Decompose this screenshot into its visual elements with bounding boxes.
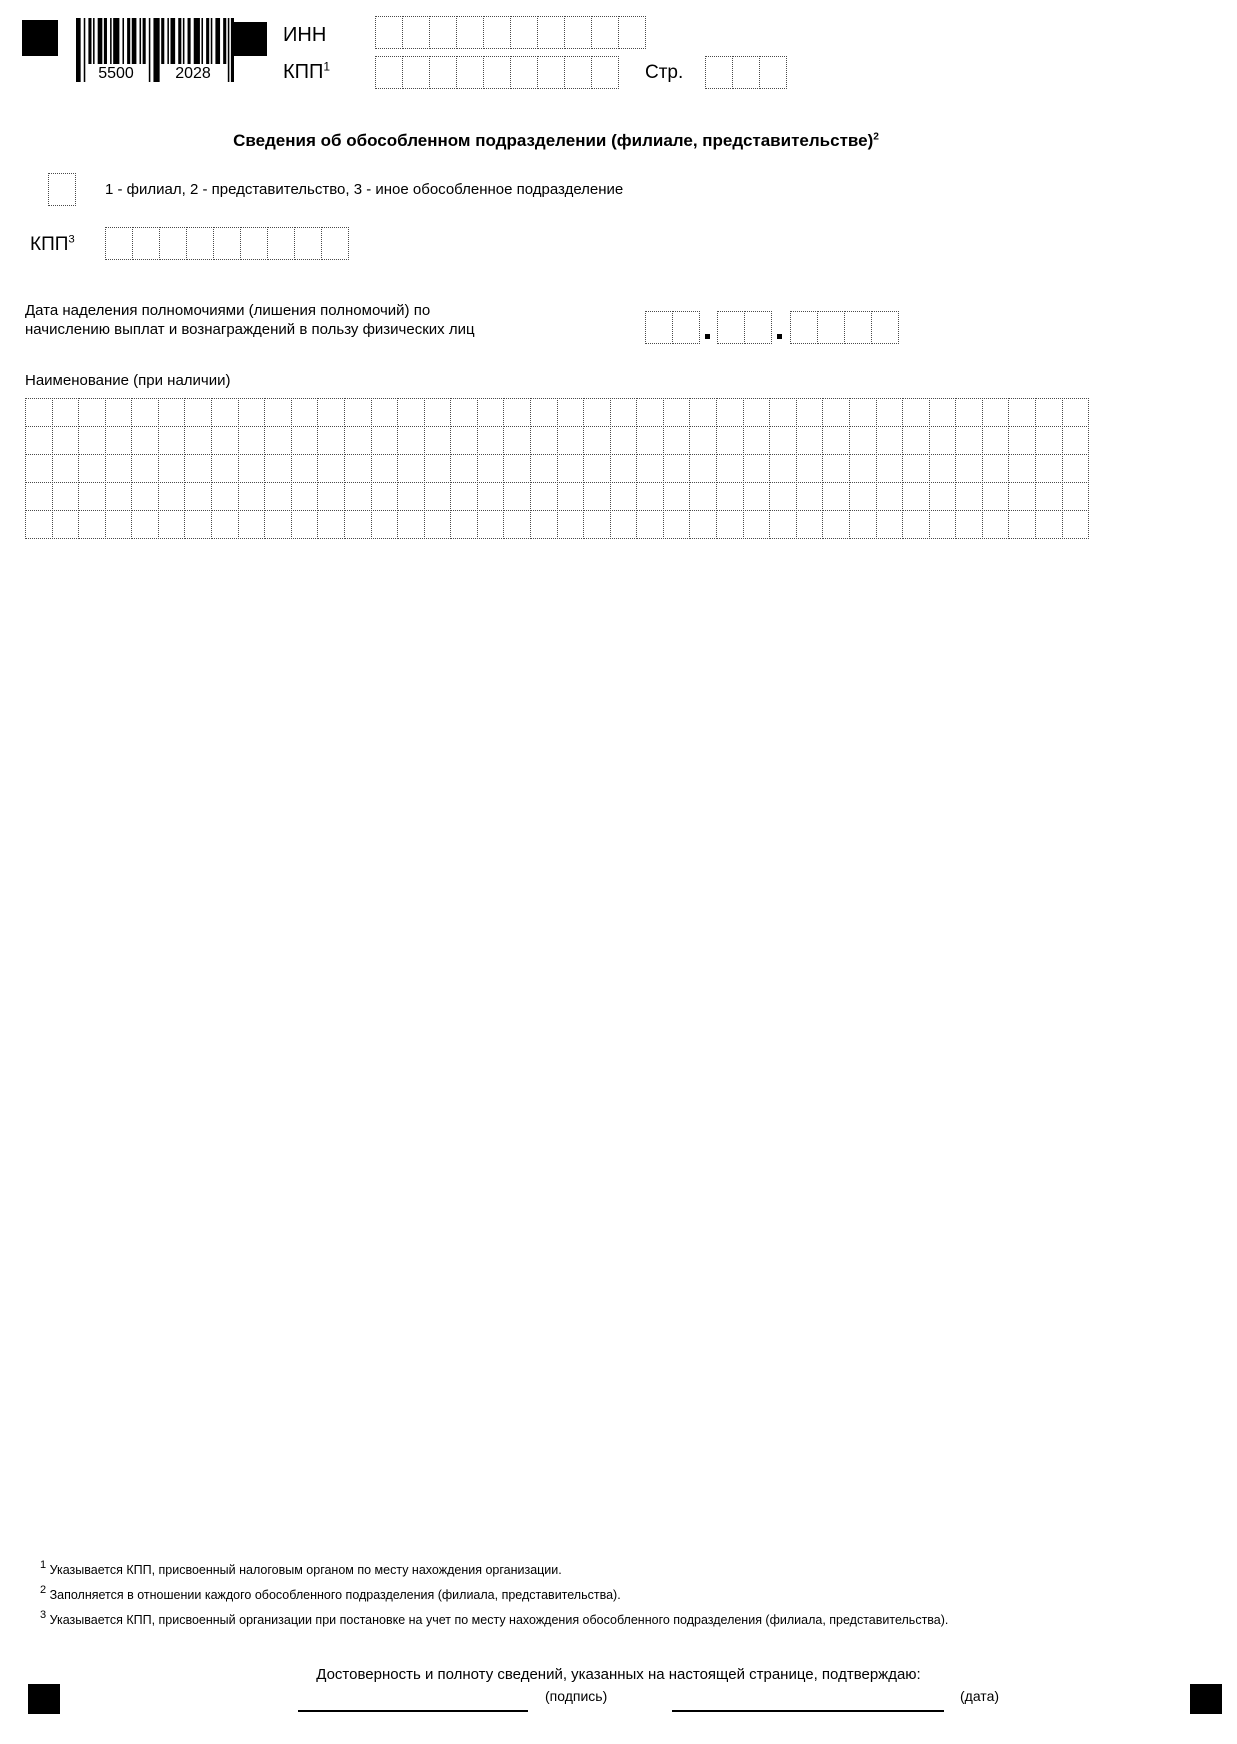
registration-mark-top-left bbox=[22, 20, 58, 56]
input-cell[interactable] bbox=[636, 454, 664, 483]
date-separator-dot bbox=[777, 334, 782, 339]
input-cell[interactable] bbox=[822, 398, 850, 427]
input-cell[interactable] bbox=[955, 398, 983, 427]
input-cell[interactable] bbox=[743, 454, 771, 483]
input-cell[interactable] bbox=[689, 510, 717, 539]
input-cell[interactable] bbox=[211, 482, 239, 511]
input-cell[interactable] bbox=[1062, 454, 1090, 483]
form-title: Сведения об обособленном подразделении (филиале, представительстве)$^2$ bbox=[233, 131, 879, 150]
input-cell[interactable] bbox=[796, 398, 824, 427]
input-cell[interactable] bbox=[557, 454, 585, 483]
input-cell[interactable] bbox=[264, 482, 292, 511]
input-cell[interactable] bbox=[716, 482, 744, 511]
footnote bbox=[40, 1584, 621, 1602]
input-cell[interactable] bbox=[591, 56, 619, 89]
inn-cells[interactable] bbox=[375, 16, 646, 49]
subdivision-type-cell[interactable] bbox=[48, 173, 76, 206]
input-cell[interactable] bbox=[876, 454, 904, 483]
input-cell[interactable] bbox=[291, 426, 319, 455]
input-cell[interactable] bbox=[291, 398, 319, 427]
name-grid-row[interactable] bbox=[25, 426, 1089, 455]
input-cell[interactable] bbox=[131, 510, 159, 539]
input-cell[interactable] bbox=[184, 398, 212, 427]
input-cell[interactable] bbox=[822, 482, 850, 511]
input-cell[interactable] bbox=[530, 426, 558, 455]
registration-mark-bottom-right bbox=[1190, 1684, 1222, 1714]
input-cell[interactable] bbox=[483, 56, 511, 89]
input-cell[interactable] bbox=[636, 482, 664, 511]
input-cell[interactable] bbox=[636, 510, 664, 539]
input-cell[interactable] bbox=[25, 426, 53, 455]
input-cell[interactable] bbox=[159, 227, 187, 260]
input-cell[interactable] bbox=[716, 454, 744, 483]
input-cell[interactable] bbox=[849, 510, 877, 539]
date-separator-dot bbox=[705, 334, 710, 339]
input-cell[interactable] bbox=[902, 510, 930, 539]
input-cell[interactable] bbox=[238, 510, 266, 539]
input-cell[interactable] bbox=[450, 510, 478, 539]
input-cell[interactable] bbox=[213, 227, 241, 260]
input-cell[interactable] bbox=[321, 227, 349, 260]
input-cell[interactable] bbox=[537, 56, 565, 89]
title-footnote-ref: 2 bbox=[873, 131, 879, 143]
input-cell[interactable] bbox=[902, 398, 930, 427]
input-cell[interactable] bbox=[817, 311, 845, 344]
registration-mark-bottom-left bbox=[28, 1684, 60, 1714]
input-cell[interactable] bbox=[105, 426, 133, 455]
input-cell[interactable] bbox=[743, 398, 771, 427]
input-cell[interactable] bbox=[876, 482, 904, 511]
input-cell[interactable] bbox=[982, 482, 1010, 511]
footnote-number: 2 bbox=[40, 1584, 47, 1596]
input-cell[interactable] bbox=[902, 454, 930, 483]
input-cell[interactable] bbox=[929, 454, 957, 483]
input-cell[interactable] bbox=[131, 482, 159, 511]
name-grid bbox=[25, 398, 1089, 539]
input-cell[interactable] bbox=[743, 482, 771, 511]
input-cell[interactable] bbox=[291, 510, 319, 539]
input-cell[interactable] bbox=[503, 482, 531, 511]
input-cell[interactable] bbox=[982, 454, 1010, 483]
input-cell[interactable] bbox=[424, 510, 452, 539]
form-barcode bbox=[76, 18, 234, 84]
input-cell[interactable] bbox=[822, 454, 850, 483]
input-cell[interactable] bbox=[744, 311, 772, 344]
input-cell[interactable] bbox=[503, 426, 531, 455]
input-cell[interactable] bbox=[25, 510, 53, 539]
input-cell[interactable] bbox=[78, 510, 106, 539]
input-cell[interactable] bbox=[769, 482, 797, 511]
input-cell[interactable] bbox=[25, 482, 53, 511]
input-cell[interactable] bbox=[317, 454, 345, 483]
input-cell[interactable] bbox=[450, 426, 478, 455]
input-cell[interactable] bbox=[52, 426, 80, 455]
input-cell[interactable] bbox=[955, 454, 983, 483]
input-cell[interactable] bbox=[876, 426, 904, 455]
input-cell[interactable] bbox=[955, 482, 983, 511]
input-cell[interactable] bbox=[705, 56, 733, 89]
input-cell[interactable] bbox=[52, 398, 80, 427]
authority-date-label-line1: Дата наделения полномочиями (лишения полномочий) по bbox=[25, 302, 431, 319]
input-cell[interactable] bbox=[264, 454, 292, 483]
input-cell[interactable] bbox=[844, 311, 872, 344]
input-cell[interactable] bbox=[477, 398, 505, 427]
name-grid-row[interactable] bbox=[25, 454, 1089, 483]
input-cell[interactable] bbox=[759, 56, 787, 89]
input-cell[interactable] bbox=[211, 426, 239, 455]
input-cell[interactable] bbox=[78, 426, 106, 455]
input-cell[interactable] bbox=[105, 398, 133, 427]
input-cell[interactable] bbox=[456, 16, 484, 49]
input-cell[interactable] bbox=[716, 426, 744, 455]
input-cell[interactable] bbox=[397, 482, 425, 511]
input-cell[interactable] bbox=[397, 398, 425, 427]
input-cell[interactable] bbox=[477, 510, 505, 539]
input-cell[interactable] bbox=[429, 16, 457, 49]
input-cell[interactable] bbox=[610, 510, 638, 539]
input-cell[interactable] bbox=[689, 398, 717, 427]
date-day-cells[interactable] bbox=[645, 311, 700, 344]
footnote-number: 1 bbox=[40, 1559, 47, 1571]
input-cell[interactable] bbox=[530, 510, 558, 539]
input-cell[interactable] bbox=[689, 454, 717, 483]
input-cell[interactable] bbox=[158, 510, 186, 539]
input-cell[interactable] bbox=[317, 426, 345, 455]
input-cell[interactable] bbox=[583, 398, 611, 427]
input-cell[interactable] bbox=[849, 398, 877, 427]
input-cell[interactable] bbox=[929, 398, 957, 427]
input-cell[interactable] bbox=[25, 398, 53, 427]
input-cell[interactable] bbox=[317, 398, 345, 427]
name-label: Наименование (при наличии) bbox=[25, 372, 231, 389]
kpp1-cells[interactable] bbox=[375, 56, 619, 89]
input-cell[interactable] bbox=[636, 398, 664, 427]
input-cell[interactable] bbox=[184, 510, 212, 539]
kpp3-cells[interactable] bbox=[105, 227, 349, 260]
input-cell[interactable] bbox=[131, 426, 159, 455]
input-cell[interactable] bbox=[982, 426, 1010, 455]
input-cell[interactable] bbox=[557, 482, 585, 511]
name-grid-row[interactable] bbox=[25, 398, 1089, 427]
input-cell[interactable] bbox=[732, 56, 760, 89]
input-cell[interactable] bbox=[645, 311, 673, 344]
input-cell[interactable] bbox=[371, 510, 399, 539]
input-cell[interactable] bbox=[510, 16, 538, 49]
input-cell[interactable] bbox=[48, 173, 76, 206]
input-cell[interactable] bbox=[822, 426, 850, 455]
input-cell[interactable] bbox=[663, 510, 691, 539]
input-cell[interactable] bbox=[158, 426, 186, 455]
input-cell[interactable] bbox=[184, 426, 212, 455]
input-cell[interactable] bbox=[344, 482, 372, 511]
input-cell[interactable] bbox=[424, 398, 452, 427]
input-cell[interactable] bbox=[78, 454, 106, 483]
input-cell[interactable] bbox=[132, 227, 160, 260]
barcode-number-right: 2028 bbox=[156, 64, 230, 84]
date-year-cells[interactable] bbox=[790, 311, 899, 344]
input-cell[interactable] bbox=[769, 398, 797, 427]
input-cell[interactable] bbox=[477, 454, 505, 483]
input-cell[interactable] bbox=[1035, 398, 1063, 427]
input-cell[interactable] bbox=[530, 454, 558, 483]
input-cell[interactable] bbox=[610, 482, 638, 511]
input-cell[interactable] bbox=[294, 227, 322, 260]
input-cell[interactable] bbox=[1062, 426, 1090, 455]
input-cell[interactable] bbox=[264, 398, 292, 427]
input-cell[interactable] bbox=[796, 482, 824, 511]
input-cell[interactable] bbox=[477, 426, 505, 455]
input-cell[interactable] bbox=[450, 398, 478, 427]
input-cell[interactable] bbox=[371, 482, 399, 511]
input-cell[interactable] bbox=[158, 482, 186, 511]
input-cell[interactable] bbox=[822, 510, 850, 539]
input-cell[interactable] bbox=[105, 227, 133, 260]
input-cell[interactable] bbox=[78, 482, 106, 511]
input-cell[interactable] bbox=[477, 482, 505, 511]
date-month-cells[interactable] bbox=[717, 311, 772, 344]
input-cell[interactable] bbox=[796, 510, 824, 539]
input-cell[interactable] bbox=[344, 510, 372, 539]
input-cell[interactable] bbox=[902, 426, 930, 455]
input-cell[interactable] bbox=[402, 16, 430, 49]
input-cell[interactable] bbox=[424, 426, 452, 455]
input-cell[interactable] bbox=[25, 454, 53, 483]
input-cell[interactable] bbox=[131, 454, 159, 483]
input-cell[interactable] bbox=[537, 16, 565, 49]
input-cell[interactable] bbox=[902, 482, 930, 511]
input-cell[interactable] bbox=[240, 227, 268, 260]
input-cell[interactable] bbox=[636, 426, 664, 455]
input-cell[interactable] bbox=[211, 454, 239, 483]
input-cell[interactable] bbox=[78, 398, 106, 427]
input-cell[interactable] bbox=[716, 510, 744, 539]
footnote-text: Заполняется в отношении каждого обособленного подразделения (филиала, представительства). bbox=[49, 1588, 621, 1602]
input-cell[interactable] bbox=[424, 482, 452, 511]
kpp3-footnote-ref: 3 bbox=[68, 233, 75, 246]
input-cell[interactable] bbox=[317, 482, 345, 511]
input-cell[interactable] bbox=[1008, 482, 1036, 511]
footnote bbox=[40, 1559, 562, 1577]
footnote-text: Указывается КПП, присвоенный налоговым органом по месту нахождения организации. bbox=[49, 1563, 562, 1577]
input-cell[interactable] bbox=[1035, 454, 1063, 483]
input-cell[interactable] bbox=[424, 454, 452, 483]
input-cell[interactable] bbox=[796, 454, 824, 483]
input-cell[interactable] bbox=[689, 482, 717, 511]
subdivision-type-legend: 1 - филиал, 2 - представительство, 3 - иное обособленное подразделение bbox=[105, 181, 624, 198]
kpp1-footnote-ref: 1 bbox=[323, 59, 331, 74]
footnote-text: Указывается КПП, присвоенный организации при постановке на учет по месту нахождения обособленного подразделения (филиала, представительства). bbox=[49, 1613, 949, 1627]
input-cell[interactable] bbox=[264, 426, 292, 455]
input-cell[interactable] bbox=[371, 426, 399, 455]
input-cell[interactable] bbox=[743, 510, 771, 539]
input-cell[interactable] bbox=[557, 510, 585, 539]
input-cell[interactable] bbox=[557, 426, 585, 455]
input-cell[interactable] bbox=[610, 398, 638, 427]
input-cell[interactable] bbox=[610, 426, 638, 455]
input-cell[interactable] bbox=[1008, 454, 1036, 483]
input-cell[interactable] bbox=[105, 482, 133, 511]
input-cell[interactable] bbox=[52, 454, 80, 483]
input-cell[interactable] bbox=[876, 398, 904, 427]
kpp1-label: КПП$^1$ bbox=[283, 59, 331, 83]
input-cell[interactable] bbox=[769, 510, 797, 539]
input-cell[interactable] bbox=[769, 454, 797, 483]
input-cell[interactable] bbox=[375, 56, 403, 89]
input-cell[interactable] bbox=[849, 482, 877, 511]
input-cell[interactable] bbox=[510, 56, 538, 89]
input-cell[interactable] bbox=[291, 482, 319, 511]
input-cell[interactable] bbox=[1062, 482, 1090, 511]
input-cell[interactable] bbox=[344, 454, 372, 483]
input-cell[interactable] bbox=[955, 426, 983, 455]
footnote-number: 3 bbox=[40, 1609, 47, 1621]
input-cell[interactable] bbox=[238, 426, 266, 455]
input-cell[interactable] bbox=[591, 16, 619, 49]
input-cell[interactable] bbox=[1008, 510, 1036, 539]
input-cell[interactable] bbox=[717, 311, 745, 344]
input-cell[interactable] bbox=[184, 482, 212, 511]
input-cell[interactable] bbox=[456, 56, 484, 89]
input-cell[interactable] bbox=[982, 510, 1010, 539]
input-cell[interactable] bbox=[929, 510, 957, 539]
input-cell[interactable] bbox=[876, 510, 904, 539]
input-cell[interactable] bbox=[849, 426, 877, 455]
input-cell[interactable] bbox=[238, 482, 266, 511]
input-cell[interactable] bbox=[158, 454, 186, 483]
inn-label: ИНН bbox=[283, 24, 327, 46]
input-cell[interactable] bbox=[503, 398, 531, 427]
date-label: (дата) bbox=[960, 1688, 1000, 1704]
input-cell[interactable] bbox=[583, 510, 611, 539]
input-cell[interactable] bbox=[557, 398, 585, 427]
input-cell[interactable] bbox=[982, 398, 1010, 427]
input-cell[interactable] bbox=[375, 16, 403, 49]
input-cell[interactable] bbox=[238, 454, 266, 483]
input-cell[interactable] bbox=[583, 426, 611, 455]
authority-date-label-line2: начислению выплат и вознаграждений в пользу физических лиц bbox=[25, 321, 475, 338]
input-cell[interactable] bbox=[663, 426, 691, 455]
input-cell[interactable] bbox=[450, 454, 478, 483]
input-cell[interactable] bbox=[716, 398, 744, 427]
input-cell[interactable] bbox=[371, 454, 399, 483]
name-grid-row[interactable] bbox=[25, 482, 1089, 511]
input-cell[interactable] bbox=[186, 227, 214, 260]
input-cell[interactable] bbox=[397, 510, 425, 539]
input-cell[interactable] bbox=[317, 510, 345, 539]
date-line[interactable] bbox=[672, 1710, 944, 1712]
input-cell[interactable] bbox=[211, 398, 239, 427]
input-cell[interactable] bbox=[429, 56, 457, 89]
input-cell[interactable] bbox=[1008, 398, 1036, 427]
input-cell[interactable] bbox=[344, 398, 372, 427]
input-cell[interactable] bbox=[238, 398, 266, 427]
input-cell[interactable] bbox=[1035, 482, 1063, 511]
input-cell[interactable] bbox=[955, 510, 983, 539]
input-cell[interactable] bbox=[291, 454, 319, 483]
input-cell[interactable] bbox=[796, 426, 824, 455]
input-cell[interactable] bbox=[52, 510, 80, 539]
input-cell[interactable] bbox=[929, 482, 957, 511]
input-cell[interactable] bbox=[1035, 426, 1063, 455]
input-cell[interactable] bbox=[264, 510, 292, 539]
input-cell[interactable] bbox=[158, 398, 186, 427]
barcode-number-left: 5500 bbox=[80, 64, 152, 84]
input-cell[interactable] bbox=[402, 56, 430, 89]
signature-label: (подпись) bbox=[545, 1688, 608, 1704]
input-cell[interactable] bbox=[450, 482, 478, 511]
input-cell[interactable] bbox=[105, 510, 133, 539]
input-cell[interactable] bbox=[211, 510, 239, 539]
input-cell[interactable] bbox=[564, 56, 592, 89]
input-cell[interactable] bbox=[397, 454, 425, 483]
input-cell[interactable] bbox=[929, 426, 957, 455]
input-cell[interactable] bbox=[1062, 398, 1090, 427]
input-cell[interactable] bbox=[1008, 426, 1036, 455]
input-cell[interactable] bbox=[849, 454, 877, 483]
input-cell[interactable] bbox=[530, 482, 558, 511]
page-number-cells[interactable] bbox=[705, 56, 787, 89]
input-cell[interactable] bbox=[503, 454, 531, 483]
input-cell[interactable] bbox=[790, 311, 818, 344]
input-cell[interactable] bbox=[52, 482, 80, 511]
input-cell[interactable] bbox=[663, 482, 691, 511]
input-cell[interactable] bbox=[267, 227, 295, 260]
confirmation-statement: Достоверность и полноту сведений, указанных на настоящей странице, подтверждаю: bbox=[316, 1666, 921, 1683]
input-cell[interactable] bbox=[397, 426, 425, 455]
input-cell[interactable] bbox=[530, 398, 558, 427]
input-cell[interactable] bbox=[105, 454, 133, 483]
kpp3-label: КПП$^3$ bbox=[30, 233, 75, 255]
input-cell[interactable] bbox=[131, 398, 159, 427]
input-cell[interactable] bbox=[1062, 510, 1090, 539]
input-cell[interactable] bbox=[564, 16, 592, 49]
input-cell[interactable] bbox=[184, 454, 212, 483]
input-cell[interactable] bbox=[663, 398, 691, 427]
input-cell[interactable] bbox=[371, 398, 399, 427]
registration-mark-top-inner bbox=[233, 22, 267, 56]
input-cell[interactable] bbox=[583, 454, 611, 483]
page-number-label: Стр. bbox=[645, 62, 684, 83]
input-cell[interactable] bbox=[689, 426, 717, 455]
input-cell[interactable] bbox=[618, 16, 646, 49]
name-grid-row[interactable] bbox=[25, 510, 1089, 539]
input-cell[interactable] bbox=[769, 426, 797, 455]
input-cell[interactable] bbox=[583, 482, 611, 511]
input-cell[interactable] bbox=[344, 426, 372, 455]
input-cell[interactable] bbox=[663, 454, 691, 483]
footnote bbox=[40, 1609, 949, 1627]
input-cell[interactable] bbox=[1035, 510, 1063, 539]
input-cell[interactable] bbox=[610, 454, 638, 483]
signature-line[interactable] bbox=[298, 1710, 528, 1712]
input-cell[interactable] bbox=[483, 16, 511, 49]
input-cell[interactable] bbox=[503, 510, 531, 539]
input-cell[interactable] bbox=[672, 311, 700, 344]
input-cell[interactable] bbox=[871, 311, 899, 344]
input-cell[interactable] bbox=[743, 426, 771, 455]
